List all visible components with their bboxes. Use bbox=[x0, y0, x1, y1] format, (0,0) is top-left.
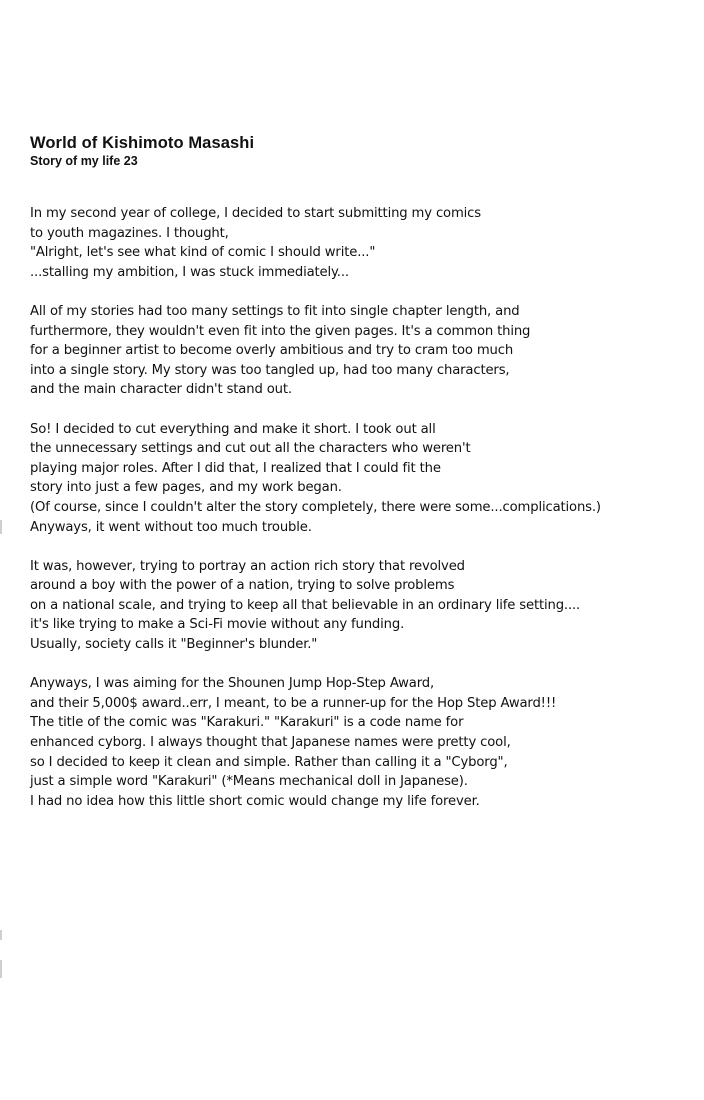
text-line: story into just a few pages, and my work began. bbox=[30, 480, 342, 496]
text-line: "Alright, let's see what kind of comic I should write..." bbox=[30, 245, 376, 261]
text-line: and the main character didn't stand out. bbox=[30, 382, 292, 398]
text-line: into a single story. My story was too tangled up, had too many characters, bbox=[30, 362, 510, 378]
text-line: playing major roles. After I did that, I realized that I could fit the bbox=[30, 460, 441, 476]
paragraph-5 bbox=[30, 674, 698, 811]
paragraph-4 bbox=[30, 557, 698, 655]
text-line: Usually, society calls it "Beginner's blunder." bbox=[30, 637, 318, 653]
text-line: to youth magazines. I thought, bbox=[30, 225, 229, 241]
text-line: so I decided to keep it clean and simple. Rather than calling it a "Cyborg", bbox=[30, 754, 508, 770]
text-line: and their 5,000$ award..err, I meant, to be a runner-up for the Hop Step Award!!! bbox=[30, 695, 557, 711]
text-line: So! I decided to cut everything and make it short. I took out all bbox=[30, 421, 436, 437]
page-title: World of Kishimoto Masashi bbox=[30, 134, 255, 152]
scan-edge-mark bbox=[0, 520, 2, 534]
text-line: ...stalling my ambition, I was stuck immediately... bbox=[30, 264, 349, 280]
text-line: In my second year of college, I decided to start submitting my comics bbox=[30, 206, 481, 221]
text-line: (Of course, since I couldn't alter the story completely, there were some...complications.) bbox=[30, 499, 601, 515]
heading-block bbox=[30, 133, 254, 169]
text-line: Anyways, I was aiming for the Shounen Jump Hop-Step Award, bbox=[30, 676, 435, 692]
text-line: enhanced cyborg. I always thought that Japanese names were pretty cool, bbox=[30, 735, 511, 751]
text-line: All of my stories had too many settings to fit into single chapter length, and bbox=[30, 303, 520, 319]
text-line: It was, however, trying to portray an action rich story that revolved bbox=[30, 558, 465, 574]
text-line: the unnecessary settings and cut out all the characters who weren't bbox=[30, 441, 471, 457]
paragraph-2 bbox=[30, 302, 698, 400]
scan-edge-mark bbox=[0, 960, 2, 978]
text-line: around a boy with the power of a nation, trying to solve problems bbox=[30, 578, 455, 594]
text-line: The title of the comic was "Karakuri." "Karakuri" is a code name for bbox=[30, 715, 464, 731]
text-line: I had no idea how this little short comic would change my life forever. bbox=[30, 793, 480, 809]
scan-edge-mark bbox=[0, 930, 2, 940]
text-line: furthermore, they wouldn't even fit into the given pages. It's a common thing bbox=[30, 323, 531, 339]
text-line: just a simple word "Karakuri" (*Means mechanical doll in Japanese). bbox=[30, 774, 468, 790]
text-line: for a beginner artist to become overly ambitious and try to cram too much bbox=[30, 343, 514, 359]
paragraph-3 bbox=[30, 420, 698, 538]
paragraph-1 bbox=[30, 204, 698, 282]
article-body bbox=[30, 204, 698, 831]
text-line: on a national scale, and trying to keep all that believable in an ordinary life setting.... bbox=[30, 597, 581, 613]
text-line: it's like trying to make a Sci-Fi movie without any funding. bbox=[30, 617, 405, 633]
page-subtitle: Story of my life 23 bbox=[30, 154, 138, 168]
text-line: Anyways, it went without too much trouble. bbox=[30, 519, 312, 535]
